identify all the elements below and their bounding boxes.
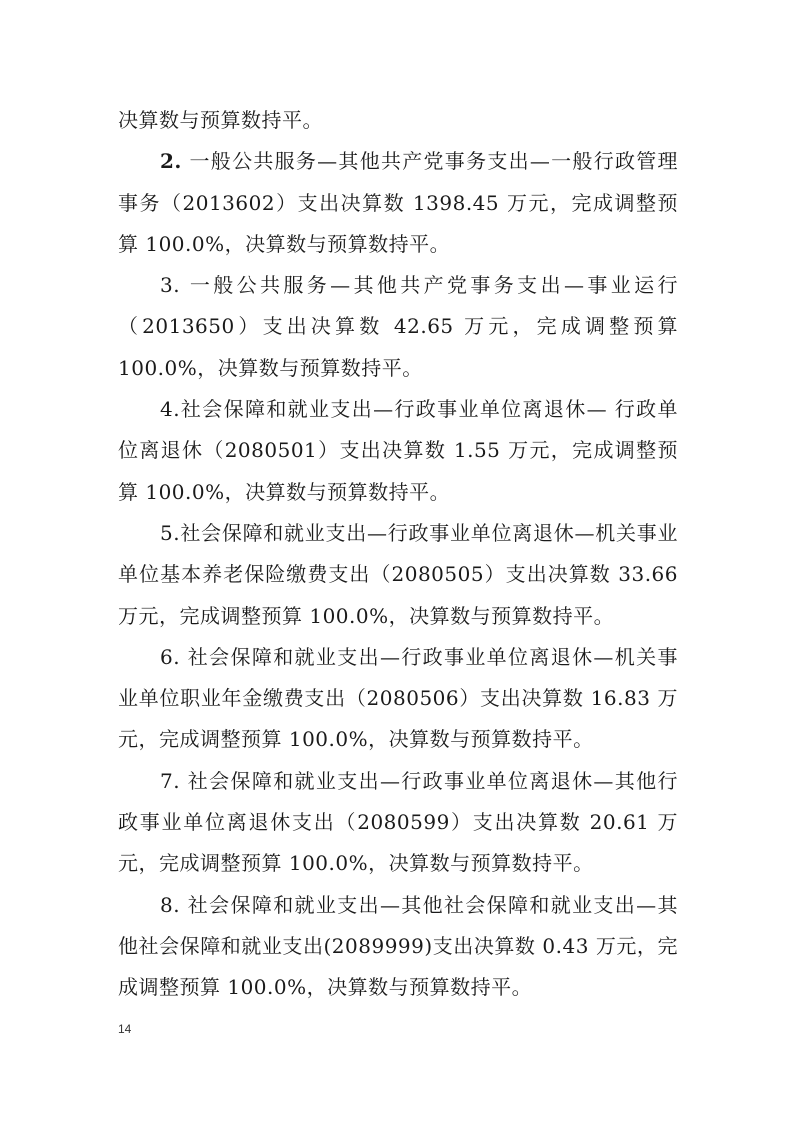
- paragraph-item-7: [118, 761, 678, 885]
- paragraph-text: 3. 一般公共服务—其他共产党事务支出—事业运行（2013650）支出决算数 42.65 万元，完成调整预算 100.0%，决算数与预算数持平。: [118, 273, 678, 380]
- paragraph-text: 一般公共服务—其他共产党事务支出—一般行政管理事务（2013602）支出决算数 1398.45 万元，完成调整预算 100.0%，决算数与预算数持平。: [118, 149, 679, 256]
- paragraph-item-5: [118, 513, 678, 637]
- paragraph-text: 7. 社会保障和就业支出—行政事业单位离退休—其他行政事业单位离退休支出（2080599）支出决算数 20.61 万元，完成调整预算 100.0%，决算数与预算数持平。: [118, 768, 678, 876]
- paragraph-continuation: [118, 100, 678, 141]
- paragraph-text: 决算数与预算数持平。: [118, 108, 323, 132]
- paragraph-text: 4.社会保障和就业支出—行政事业单位离退休— 行政单位离退休（2080501）支出决算数 1.55 万元，完成调整预算 100.0%，决算数与预算数持平。: [118, 397, 678, 504]
- paragraph-text: 8. 社会保障和就业支出—其他社会保障和就业支出—其他社会保障和就业支出(2089999)支出决算数 0.43 万元，完成调整预算 100.0%，决算数与预算数持平。: [118, 892, 678, 1000]
- page-number: 14: [118, 1022, 132, 1036]
- item-number: 2.: [160, 149, 182, 174]
- paragraph-text: 6. 社会保障和就业支出—行政事业单位离退休—机关事业单位职业年金缴费支出（2080506）支出决算数 16.83 万元，完成调整预算 100.0%，决算数与预算数持平。: [118, 644, 678, 752]
- paragraph-text: 5.社会保障和就业支出—行政事业单位离退休—机关事业单位基本养老保险缴费支出（2080505）支出决算数 33.66 万元，完成调整预算 100.0%，决算数与预算数持平。: [118, 520, 678, 628]
- paragraph-item-4: [118, 389, 678, 513]
- paragraph-item-6: [118, 637, 678, 761]
- paragraph-item-2: [118, 141, 678, 265]
- paragraph-item-8: [118, 885, 678, 1009]
- document-body: [118, 100, 678, 1009]
- paragraph-item-3: [118, 265, 678, 389]
